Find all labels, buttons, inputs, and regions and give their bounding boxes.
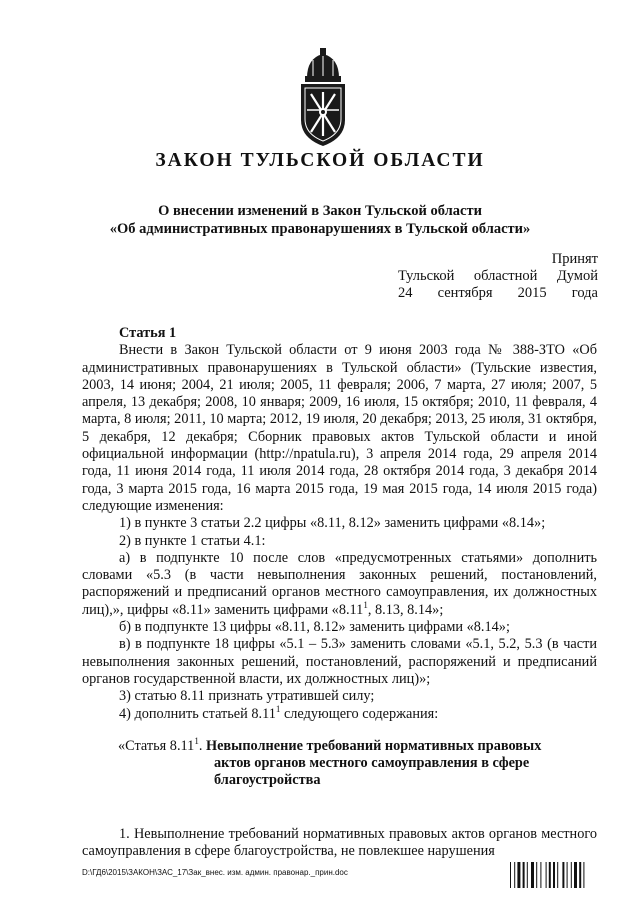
article-1-intro: Внести в Закон Тульской области от 9 июня 2003 года № 388-ЗТО «Об административных правонарушениях в Тульской области» (Тульские известия, 2003, 14 июня; 2004, 21 июля; 2005, 11 февраля; 2006, 7 марта, 27 июля; 2007, 5 апреля, 13 декабря; 2008, 10 января; 2009, 16 июля, 15 октября; 2010, 11 февраля, 4 марта, 8 июля; 2011, 10 марта; 2012, 19 июля, 20 декабря; 2013, 25 июля, 31 октября, 5 декабря, 12 декабря; Сборник правовых актов Тульской области и иной официальной информации (http://npatula.ru), 3 апреля 2014 года, 29 апреля 2014 года, 11 июня 2014 года, 11 июля 2014 года, 28 октября 2014 года, 3 декабря 2014 года, 3 марта 2015 года, 16 марта 2015 года, 19 мая 2015 года, 14 июля 2015 года) следующие изменения: [82,342,597,514]
law-subtitle [60,202,580,238]
item-2b: б) в подпункте 13 цифры «8.11, 8.12» заменить цифрами «8.14»; [119,619,510,636]
adopted-date: 24 сентября 2015 года [398,285,598,301]
file-path: D:\ГД6\2015\ЗАКОН\ЗАС_17\Зак_внес. изм. админ. правонар._прин.doc [82,868,348,877]
barcode-icon [510,862,598,888]
new-article-heading: «Статья 8.11$^1$. Невыполнение требований нормативных правовых актов органов местного самоуправления в сфере благоустройства [118,736,542,788]
item-3: 3) статью 8.11 признать утратившей силу; [119,688,375,705]
item-1: 1) в пункте 3 статьи 2.2 цифры «8.11, 8.12» заменить цифрами «8.14»; [119,515,546,532]
subtitle-line-2: «Об административных правонарушениях в Тульской области» [109,221,531,237]
law-title: ЗАКОН ТУЛЬСКОЙ ОБЛАСТИ [155,150,485,171]
adopted-by: Тульской областной Думой [398,268,598,284]
tula-coat-of-arms-icon [293,48,353,148]
item-2: 2) в пункте 1 статьи 4.1: [119,532,266,549]
adopted-label: Принят [551,251,598,267]
new-article-point-1: 1. Невыполнение требований нормативных правовых актов органов местного самоуправления в сфере благоустройства, не повлекшее нарушения [82,826,597,860]
item-4: 4) дополнить статьей 8.11$^1$ следующего содержания: [119,703,439,722]
item-2a: а) в подпункте 10 после слов «предусмотренных статьями» дополнить словами «5.3 (в части невыполнения законных решений, постановлений, распоряжений и предписаний органов местного самоуправления, их должностных лиц),», цифры «8.11» заменить цифрами «8.11$^1$, 8.13, 8.14»; [82,549,597,618]
adoption-block [398,251,598,302]
article-1-heading: Статья 1 [119,325,177,341]
item-2c: в) в подпункте 18 цифры «5.1 – 5.3» заменить словами «5.1, 5.2, 5.3 (в части невыполнения законных решений, постановлений, распоряжений и предписаний органов государственной власти, их должностных лиц)»; [82,636,597,687]
article-1 [82,325,597,723]
subtitle-line-1: О внесении изменений в Закон Тульской области [158,203,482,219]
